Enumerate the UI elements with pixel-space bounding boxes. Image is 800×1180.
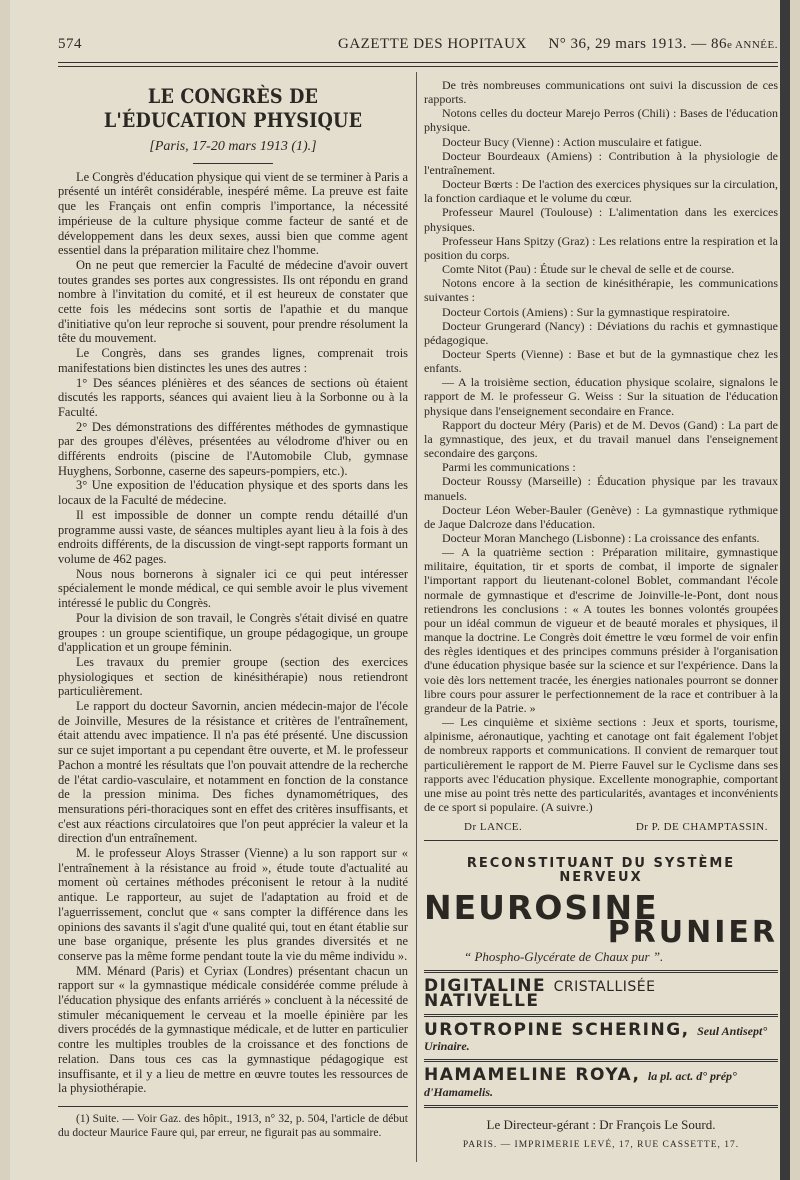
- ad-digitaline: DIGITALINE CRISTALLISÉE NATIVELLE: [424, 975, 656, 1011]
- article-paragraph: Professeur Hans Spitzy (Graz) : Les relations entre la respiration et la position du corps.: [424, 233, 778, 262]
- article-paragraph: De très nombreuses communications ont suivi la discussion de ces rapports.: [424, 78, 778, 107]
- article-paragraph: Docteur Grungerard (Nancy) : Déviations du rachis et gymnastique pédagogique.: [424, 318, 778, 347]
- article-paragraph: M. le professeur Aloys Strasser (Vienne) a lu son rapport sur « l'entraînement à la résistance au froid », étude toute d'actualité au moment où certaines méthodes préconisent le retour à la nudité antique. Le rapporteur, au sujet de l'adaptation au froid et de l'aguerrissement, conclut que « sans compter la différence dans les opinions des savants il s'agit d'une qualité qui, tout en étant établie sur une base organique, présente les plus grandes diversités et ne conserve pas la même forme pendant toute la vie du même individu ».: [58, 846, 408, 963]
- ad-hamameline: HAMAMELINE ROYA, la pl. act. d° prép° d'Hamamelis.: [424, 1065, 737, 1099]
- article-paragraph: Il est impossible de donner un compte rendu détaillé d'un programme aussi vaste, de séances multiples ayant lieu à la fois à des endroits différents, de la discussion de vingt-sept rapports formant un volume de 462 pages.: [58, 507, 408, 566]
- left-paragraphs: [58, 170, 408, 1096]
- article-paragraph: Docteur Bucy (Vienne) : Action musculaire et fatigue.: [442, 134, 702, 149]
- article-title: LE CONGRÈS DE L'ÉDUCATION PHYSIQUE: [103, 84, 363, 132]
- article-paragraph: Le rapport du docteur Savornin, ancien médecin-major de l'école de Joinville, Mesures de la résistance et critères de l'entraînement, était attendu avec impatience. Il n'a pas été présenté. Une discussion sur ce sujet important a pu cependant être ouverte, et M. le professeur Pachon a montré les résultats que l'on pouvait attendre de la recherche de l'état cardio-vasculaire, et notamment en fonction de la constance de la pression minima. Des fiches dynamométriques, des mensurations péri-thoraciques sont en effet des critères insuffisants, et c'est aux réactions circulatoires que l'on peut apprécier la valeur et la direction d'un entraînement.: [58, 699, 408, 846]
- ad-rule: [424, 1014, 778, 1017]
- article-paragraph: Docteur Bourdeaux (Amiens) : Contribution à la physiologie de l'entraînement.: [424, 148, 778, 177]
- ad-top-rule: [424, 840, 778, 841]
- article-paragraph: Professeur Maurel (Toulouse) : L'alimentation dans les exercices physiques.: [424, 205, 778, 234]
- left-column: [58, 78, 408, 1140]
- ad-brand-neurosine: NEUROSINE: [424, 887, 659, 927]
- ad-tagline: “ Phospho-Glycérate de Chaux pur ”.: [464, 948, 664, 964]
- page-header: [58, 28, 778, 58]
- article-paragraph: Pour la division de son travail, le Congrès s'était divisé en quatre groupes : un groupe scientifique, un groupe pédagogique, un groupe d'application et un groupe féminin.: [58, 610, 408, 655]
- article-paragraph: Notons celles du docteur Marejo Perros (Chili) : Bases de l'éducation physique.: [424, 106, 778, 135]
- article-paragraph: Docteur Cortois (Amiens) : Sur la gymnastique respiratoire.: [442, 304, 730, 319]
- article-paragraph: Nous nous bornerons à signaler ici ce qui peut intéresser spécialement le monde médical, ce qui semble avoir le plus vivement intéressé le public du Congrès.: [58, 566, 408, 611]
- newspaper-page: [10, 0, 790, 1180]
- article-paragraph: 1° Des séances plénières et des séances de sections où étaient discutés les rapports, séances qui avaient lieu à la Sorbonne ou à la Faculté.: [58, 375, 408, 419]
- article-paragraph: Le Congrès d'éducation physique qui vient de se terminer à Paris a présenté un intérêt considérable, inespéré même. La preuve est faite que les Français ont enfin compris l'importance, la nécessité impérieuse de la culture physique comme facteur de santé et de développement dans les deux sexes, aussi bien que comme agent essentiel dans la préparation militaire chez l'homme.: [58, 169, 408, 258]
- article-paragraph: On ne peut que remercier la Faculté de médecine d'avoir ouvert toutes grandes ses portes aux congressistes. Ils ont répondu en grand nombre à l'invitation du comité, et il est heureux de constater que cette fois les médecins sont sortis de l'apathie et du manque d'initiative qu'on leur reproche si souvent, pour prendre résolument la tête du mouvement.: [58, 257, 408, 346]
- header-rule-second: [58, 66, 778, 67]
- column-divider: [416, 72, 417, 1162]
- article-paragraph: Docteur Bœrts : De l'action des exercices physiques sur la circulation, la fonction cardiaque et le volume du cœur.: [424, 177, 778, 206]
- ad-headline: RECONSTITUANT DU SYSTÈME NERVEUX: [466, 856, 736, 886]
- journal-title: GAZETTE DES HOPITAUX: [338, 36, 527, 52]
- article-paragraph: — A la troisième section, éducation physique scolaire, signalons le rapport de M. le professeur G. Weiss : Sur la situation de l'éducation physique dans l'enseignement secondaire en France.: [424, 375, 778, 418]
- article-paragraph: Rapport du docteur Méry (Paris) et de M. Devos (Gand) : La part de la gymnastique, des jeux, et du travail manuel dans l'enseignement secondaire des garçons.: [424, 417, 778, 461]
- article-paragraph: Les travaux du premier groupe (section des exercices physiologiques et section de kinésithérapie) nous retiendront particulièrement.: [58, 654, 408, 699]
- ad-rule: [424, 970, 778, 973]
- ad-brand-prunier: PRUNIER: [607, 914, 778, 950]
- article-paragraph: — A la quatrième section : Préparation militaire, gymnastique militaire, équitation, tir et sports de combat, il importe de signaler l'important rapport du lieutenant-colonel Boblet, commandant l'école normale de gymnastique et d'escrime de Joinville-le-Pont, dont nous retiendrons les conclusions : « A toutes les bonnes volontés groupées pour un idéal commun de vigueur et de beauté morales et physiques, il manque la doctrine. Le Congrès doit émettre le vœu formel de voir enfin des règles identiques et des principes communs présider à l'organisation d'une éducation physique basée sur la science et sur l'expérience. Dans la voie dès lors nettement tracée, les énergies nationales pourront se donner libre cours pour assurer le perfectionnement de la race et contribuer à la grandeur de la Patrie. »: [424, 545, 778, 715]
- signature-lance: Dr LANCE.: [464, 821, 523, 834]
- article-paragraph: Comte Nitot (Pau) : Étude sur le cheval de selle et de course.: [442, 262, 735, 277]
- article-subtitle: [Paris, 17-20 mars 1913 (1).]: [149, 139, 317, 154]
- footnote: (1) Suite. — Voir Gaz. des hôpit., 1913, n° 32, p. 504, l'article de début du docteur Maurice Faure qui, par erreur, ne figurait pas au sommaire.: [58, 1113, 408, 1139]
- article-paragraph: Parmi les communications :: [442, 460, 576, 475]
- title-rule: [193, 163, 273, 164]
- article-paragraph: Docteur Sperts (Vienne) : Base et but de la gymnastique chez les enfants.: [424, 346, 778, 376]
- advertisement: [424, 857, 778, 1107]
- article-paragraph: Docteur Roussy (Marseille) : Éducation physique par les travaux manuels.: [424, 474, 778, 503]
- footnote-rule: [58, 1106, 408, 1107]
- ad-rule: [424, 1105, 778, 1108]
- header-rule: [58, 62, 778, 63]
- article-paragraph: Docteur Moran Manchego (Lisbonne) : La croissance des enfants.: [442, 531, 760, 545]
- right-column: [424, 78, 778, 1152]
- article-paragraph: Notons encore à la section de kinésithérapie, les communications suivantes :: [424, 276, 778, 305]
- signature-champtassin: Dr P. DE CHAMPTASSIN.: [635, 821, 768, 834]
- right-paragraphs: [424, 78, 778, 814]
- article-paragraph: — Les cinquième et sixième sections : Jeux et sports, tourisme, alpinisme, aéronautique, yachting et canotage ont fait également l'objet de nombreux rapports et communications. Il convient de remarquer tout particulièrement le rapport de M. Pierre Fauvel sur le Cyclisme dans ses rapports avec l'éducation physique. Excellente monographie, comportant une mise au point très nette des particularités, avantages et inconvénients de ce sport si populaire. (A suivre.): [424, 715, 778, 814]
- article-paragraph: Docteur Léon Weber-Bauler (Genève) : La gymnastique rythmique de Jaque Dalcroze dans l'éducation.: [424, 502, 778, 531]
- issue-info: N° 36, 29 mars 1913. — 86e ANNÉE.: [548, 36, 778, 52]
- article-paragraph: Le Congrès, dans ses grandes lignes, comprenait trois manifestations bien distinctes les unes des autres :: [58, 346, 408, 375]
- signatures: [464, 820, 768, 834]
- ad-urotropine: UROTROPINE SCHERING, Seul Antisept° Urinaire.: [424, 1020, 768, 1054]
- printer-line: PARIS. — IMPRIMERIE LEVÉ, 17, RUE CASSETTE, 17.: [462, 1139, 740, 1150]
- article-paragraph: MM. Ménard (Paris) et Cyriax (Londres) présentant chacun un rapport sur « la gymnastique médicale considérée comme prélude à l'éducation physique des enfants arriérés » concluent à la nécessité de stimuler mécaniquement le cerveau et la moelle épinière par les divers procédés de la gymnastique médicale, et de lutter en particulier contre les multiples troubles de la croissance et des fonctions de relation. Dans tous ces cas la gymnastique pédagogique est insuffisante, et il y a lieu de mettre en œuvre toutes les ressources de la physiothérapie.: [58, 963, 408, 1096]
- article-paragraph: 3° Une exposition de l'éducation physique et des sports dans les locaux de la Faculté de médecine.: [58, 478, 408, 508]
- director-manager: Le Directeur-gérant : Dr François Le Sourd.: [486, 1116, 716, 1132]
- page-number: 574: [58, 36, 82, 52]
- article-paragraph: 2° Des démonstrations des différentes méthodes de gymnastique par des groupes d'élèves, présentées au vélodrome d'hiver ou en différents endroits (piscine de l'Automobile Club, gymnase Huyghens, Sorbonne, caserne des sapeurs-pompiers, etc.).: [58, 419, 408, 478]
- ad-rule: [424, 1059, 778, 1062]
